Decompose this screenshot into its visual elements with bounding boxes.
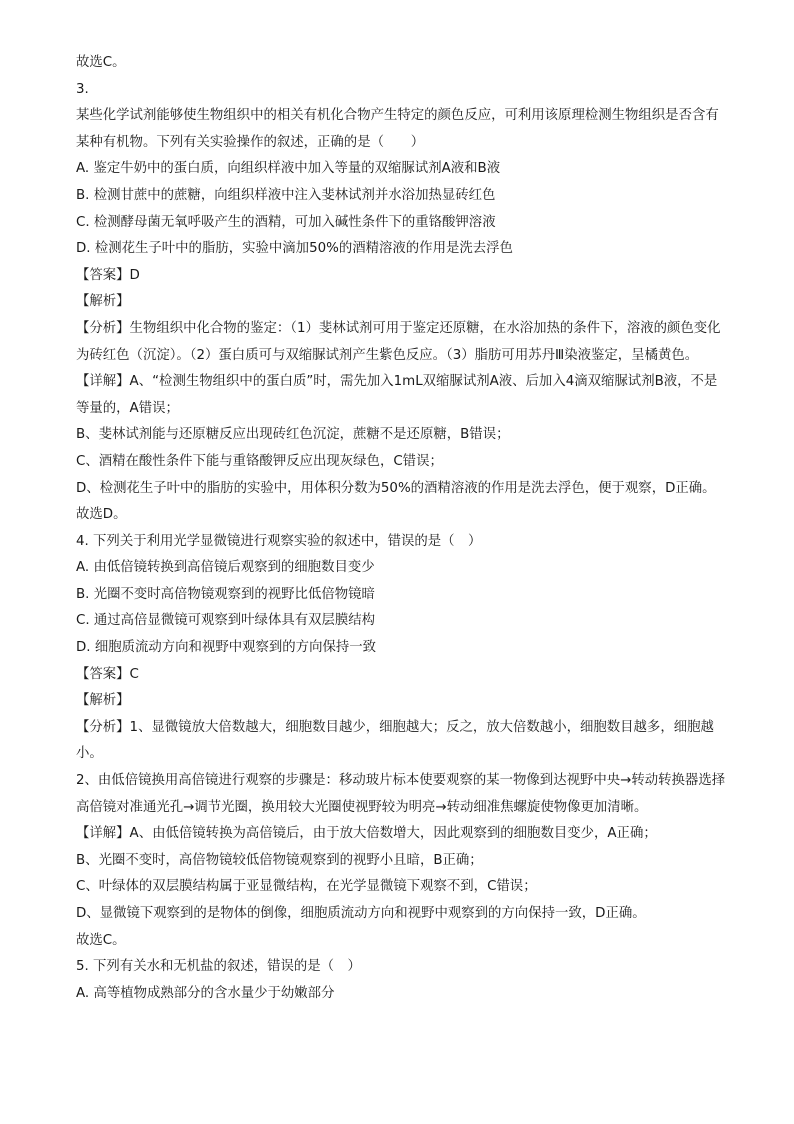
option-d: D. 检测花生子叶中的脂肪，实验中滴加50%的酒精溶液的作用是洗去浮色: [76, 241, 513, 257]
analysis-heading: 【解析】: [76, 693, 130, 709]
option-a: A. 高等植物成熟部分的含水量少于幼嫩部分: [76, 985, 335, 1001]
document-page: [76, 50, 726, 1007]
option-c: C. 通过高倍显微镜可观察到叶绿体具有双层膜结构: [76, 613, 376, 629]
option-d: D. 细胞质流动方向和视野中观察到的方向保持一致: [76, 640, 377, 656]
answer-choice-line: 故选C。: [76, 932, 126, 948]
question-stem: 某些化学试剂能够使生物组织中的相关有机化合物产生特定的颜色反应，可利用该原理检测生物组织是否含有某种有机物。下列有关实验操作的叙述，正确的是（ ）: [76, 108, 719, 150]
detail-d: D、显微镜下观察到的是物体的倒像，细胞质流动方向和视野中观察到的方向保持一致，D正确。: [76, 906, 646, 921]
question-stem: 5. 下列有关水和无机盐的叙述，错误的是（ ）: [76, 959, 361, 975]
option-a: A. 由低倍镜转换到高倍镜后观察到的细胞数目变少: [76, 560, 375, 576]
answer-label: 【答案】D: [76, 267, 140, 283]
analysis-paragraph: 【分析】生物组织中化合物的鉴定：（1）斐林试剂可用于鉴定还原糖，在水浴加热的条件下，溶液的颜色变化为砖红色（沉淀）。（2）蛋白质可与双缩脲试剂产生紫色反应。（3）脂肪可用苏丹Ⅲ染液鉴定，呈橘黄色。: [76, 320, 721, 363]
detail-c: C、叶绿体的双层膜结构属于亚显微结构，在光学显微镜下观察不到，C错误；: [76, 879, 537, 895]
question-number: 3.: [76, 81, 89, 97]
option-a: A. 鉴定牛奶中的蛋白质，向组织样液中加入等量的双缩脲试剂A液和B液: [76, 161, 501, 177]
analysis-paragraph-2: 2、由低倍镜换用高倍镜进行观察的步骤是：移动玻片标本使要观察的某一物像到达视野中央→转动转换器选择高倍镜对准通光孔→调节光圈，换用较大光圈使视野较为明亮→转动细准焦螺旋使物像更加清晰。: [76, 773, 726, 815]
detail-b: B、斐林试剂能与还原糖反应出现砖红色沉淀，蔗糖不是还原糖，B错误；: [76, 427, 510, 443]
option-c: C. 检测酵母菌无氧呼吸产生的酒精，可加入碱性条件下的重铬酸钾溶液: [76, 214, 496, 230]
answer-choice-line: 故选D。: [76, 507, 127, 523]
answer-label: 【答案】C: [76, 666, 139, 682]
detail-b: B、光圈不变时，高倍物镜较低倍物镜观察到的视野小且暗，B正确；: [76, 852, 483, 868]
detail-d: D、检测花生子叶中的脂肪的实验中，用体积分数为50%的酒精溶液的作用是洗去浮色，便于观察，D正确。: [76, 480, 716, 496]
option-b: B. 检测甘蔗中的蔗糖，向组织样液中注入斐林试剂并水浴加热显砖红色: [76, 187, 496, 203]
detail-c: C、酒精在酸性条件下能与重铬酸钾反应出现灰绿色，C错误；: [76, 453, 443, 469]
detail-paragraph: 【详解】A、“检测生物组织中的蛋白质”时，需先加入1mL双缩脲试剂A液、后加入4滴双缩脲试剂B液，不是等量的，A错误；: [76, 374, 718, 416]
answer-choice-line: 故选C。: [76, 55, 126, 70]
option-b: B. 光圈不变时高倍物镜观察到的视野比低倍物镜暗: [76, 586, 375, 602]
analysis-paragraph: 【分析】1、显微镜放大倍数越大，细胞数目越少，细胞越大；反之，放大倍数越小，细胞数目越多，细胞越小。: [76, 719, 714, 762]
detail-paragraph: 【详解】A、由低倍镜转换为高倍镜后，由于放大倍数增大，因此观察到的细胞数目变少，A正确；: [76, 826, 657, 842]
question-stem: 4. 下列关于利用光学显微镜进行观察实验的叙述中，错误的是（ ）: [76, 533, 482, 549]
analysis-heading: 【解析】: [76, 294, 130, 310]
